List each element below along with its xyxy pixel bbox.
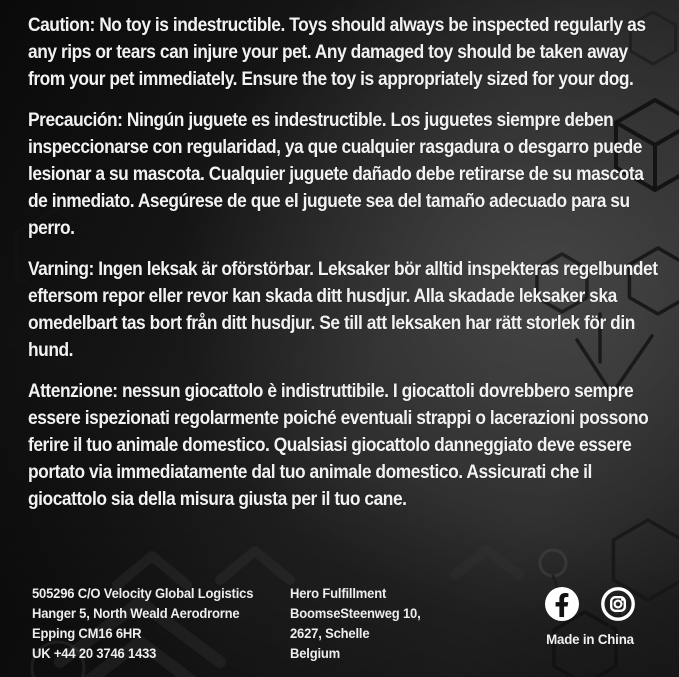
address-line: Epping CM16 6HR [32,625,142,641]
address-line: Belgium [290,645,341,661]
address-line: 2627, Schelle [290,625,370,641]
caution-paragraph-english: Caution: No toy is indestructible. Toys should always be inspected regularly as any rips or tears can injure your pet. Any damaged toy should be taken away from your pet immediately. Ensure the toy is appropriately sized for your dog. [28,15,646,90]
social-media-block [529,587,651,647]
address-line: UK +44 20 3746 1433 [32,645,157,661]
caution-paragraph-spanish: Precaución: Ningún juguete es indestructible. Los juguetes siempre deben inspeccionarse con regularidad, ya que cualquier rasgadura o desgarro puede lesionar a su mascota. Cualquier juguete dañado debe retirarse de su mascota de inmediato. Asegúrese de que el juguete sea del tamaño adecuado para su perro. [28,110,644,239]
caution-paragraph-swedish: Varning: Ingen leksak är oförstörbar. Leksaker bör alltid inspekteras regelbundet eftersom repor eller revor kan skada ditt husdjur. Alla skadade leksaker ska omedelbart tas bort från ditt husdjur. Se till att leksaken har rätt storlek för din hund. [28,259,658,361]
address-line: BoomseSteenweg 10, [290,605,421,621]
label-footer [32,583,679,677]
facebook-icon [545,587,579,621]
address-line: 505296 C/O Velocity Global Logistics [32,585,254,601]
caution-text-block [28,0,663,527]
address-line: Hero Fulfillment [290,585,387,601]
caution-paragraph-italian: Attenzione: nessun giocattolo è indistruttibile. I giocattoli dovrebbero sempre essere ispezionati regolarmente poiché eventuali strappi o lacerazioni possono ferire il tuo animale domestico. Qualsiasi giocattolo danneggiato deve essere portato via immediatamente dal tuo animale domestico. Assicurati che il giocattolo sia della misura giusta per il tuo cane. [28,381,649,510]
distributor-address-belgium [290,583,421,663]
instagram-icon [601,587,635,621]
distributor-address-uk [32,583,253,663]
address-line: Hanger 5, North Weald Aerodrorne [32,605,240,621]
made-in-china-label: Made in China [546,631,634,647]
